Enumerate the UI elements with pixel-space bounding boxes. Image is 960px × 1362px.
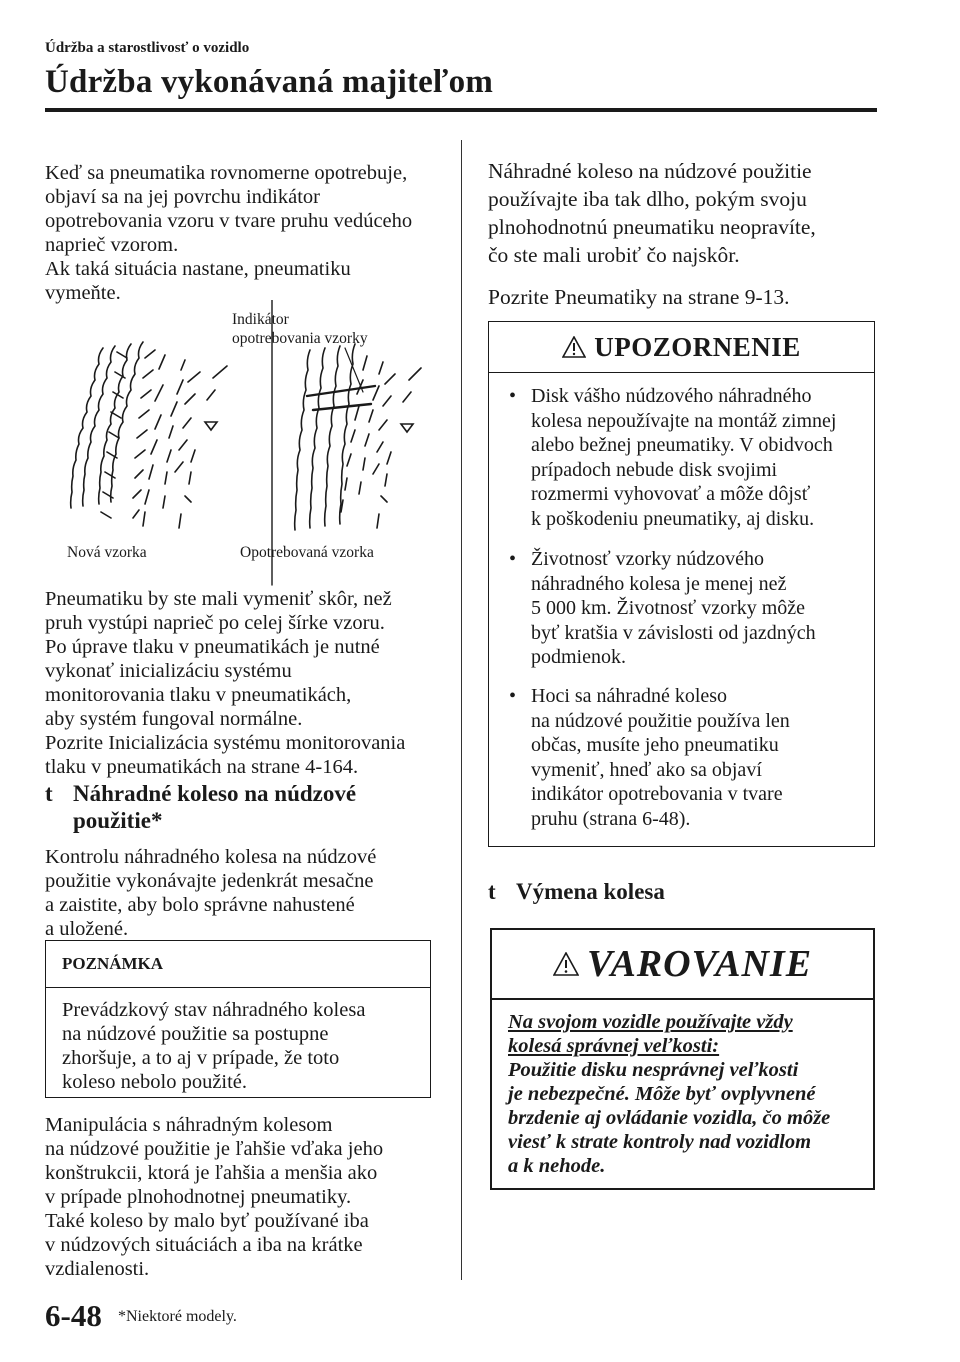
warning-box <box>490 928 875 1190</box>
new-tread-block <box>163 360 185 508</box>
text-line: monitorovania tlaku v pneumatikách, <box>45 684 352 706</box>
new-tread-groove <box>133 350 155 518</box>
heading-marker: t <box>45 781 53 806</box>
text-line: vymeniť, hneď ako sa objaví <box>531 758 762 781</box>
text-line: objaví sa na jej povrchu indikátor <box>45 186 320 208</box>
worn-tread-groove <box>295 350 310 530</box>
heading-text: Výmena kolesa <box>516 879 665 904</box>
text-line: Použitie disku nesprávnej veľkosti <box>508 1059 799 1081</box>
new-tread-groove <box>71 348 103 508</box>
wear-indicator-bar <box>313 404 371 410</box>
text-line: Ak taká situácia nastane, pneumatiku <box>45 258 351 280</box>
text-line: konštrukcii, ktorá je ľahšia a menšia ako <box>45 1162 378 1184</box>
caution-title: UPOZORNENIE <box>594 331 801 362</box>
text-line: pruh vystúpi naprieč po celej šírke vzoru. <box>45 612 385 634</box>
see-also-reference: Pozrite Pneumatiky na strane 9-13. <box>488 285 790 309</box>
text-line: Kontrolu náhradného kolesa na núdzové <box>45 846 377 868</box>
text-line: opotrebovania vzoru v tvare pruhu vedúceho <box>45 210 413 232</box>
text-line: použitie vykonávajte jedenkrát mesačne <box>45 870 374 892</box>
wheel-change-heading <box>488 878 868 908</box>
text-line: Keď sa pneumatika rovnomerne opotrebuje, <box>45 162 408 184</box>
text-line: kolesá správnej veľkosti: <box>508 1035 720 1057</box>
text-line: brzdenie aj ovládanie vozidla, čo môže <box>508 1107 831 1129</box>
page-title: Údržba vykonávaná majiteľom <box>45 64 494 100</box>
text-line: zhoršuje, a to aj v prípade, že toto <box>62 1047 340 1069</box>
caution-header <box>489 322 874 373</box>
text-line: je nebezpečné. Môže byť ovplyvnené <box>508 1083 816 1105</box>
text-line: používajte iba tak dlho, pokým svoju <box>488 187 807 211</box>
warning-header <box>492 930 873 1000</box>
text-line: Prevádzkový stav náhradného kolesa <box>62 999 366 1021</box>
text-line: plnohodnotnú pneumatiku neopravíte, <box>488 215 816 239</box>
warning-title: VAROVANIE <box>586 943 813 985</box>
text-line: viesť k strate kontroly nad vozidlom <box>508 1131 812 1153</box>
text-line: Hoci sa náhradné koleso <box>531 685 728 707</box>
text-line: na núdzové použitie sa postupne <box>62 1023 329 1045</box>
heading-marker: t <box>488 879 496 904</box>
spare-wheel-heading <box>45 780 445 834</box>
text-line: pruhu (strana 6-48). <box>531 807 691 830</box>
heading-line: použitie* <box>73 808 163 833</box>
text-line: vykonať inicializáciu systému <box>45 660 292 682</box>
text-line: na núdzové použitie používa len <box>531 709 790 732</box>
text-line: naprieč vzorom. <box>45 234 179 256</box>
text-line: občas, musíte jeho pneumatiku <box>531 734 779 757</box>
warning-triangle-icon <box>562 336 586 358</box>
right-intro-paragraph <box>488 157 816 269</box>
handling-paragraph <box>45 1113 383 1281</box>
text-line: alebo bežnej pneumatiky. V obidvoch <box>531 434 833 457</box>
new-tread-groove <box>99 344 131 504</box>
text-line: prípadoch nebude disk svojimi <box>531 458 778 481</box>
text-line: Manipulácia s náhradným kolesom <box>45 1114 333 1136</box>
text-line: vzdialenosti. <box>45 1258 150 1280</box>
text-line: k poškodeniu pneumatiky, aj disku. <box>531 507 815 530</box>
caution-box <box>488 321 875 847</box>
text-line: opotrebovania vzorky <box>232 330 368 347</box>
text-line: náhradného kolesa je menej než <box>531 572 787 595</box>
column-divider <box>461 140 462 1280</box>
spare-paragraph <box>45 845 376 941</box>
text-line: Pozrite Inicializácia systému monitorovania <box>45 732 406 754</box>
text-line: Indikátor <box>232 311 289 328</box>
worn-tread-groove <box>310 348 325 528</box>
title-rule <box>45 108 877 112</box>
text-line: a uložené. <box>45 918 129 940</box>
bullet: • <box>509 548 517 570</box>
note-title: POZNÁMKA <box>46 941 430 988</box>
text-line: tlaku v pneumatikách na strane 4-164. <box>45 756 359 778</box>
worn-tread-groove <box>325 346 340 526</box>
text-line: Náhradné koleso na núdzové použitie <box>488 159 812 183</box>
text-line: indikátor opotrebovania v tvare <box>531 783 783 806</box>
text-line: a k nehode. <box>508 1155 606 1177</box>
wear-indicator-bar <box>307 386 375 396</box>
text-line: 5 000 km. Životnosť vzorky môže <box>531 597 806 620</box>
bullet: • <box>509 385 517 407</box>
text-line: podmienok. <box>531 646 626 669</box>
note-box <box>45 940 431 1098</box>
replace-paragraph <box>45 587 405 779</box>
text-line: koleso nebolo použité. <box>62 1071 248 1093</box>
worn-tread-block <box>373 374 395 474</box>
new-tread-block <box>143 355 165 526</box>
text-line: Disk vášho núdzového náhradného <box>531 385 812 407</box>
text-line: v prípade plnohodnotnej pneumatiky. <box>45 1186 352 1208</box>
text-line: Také koleso by malo byť používané iba <box>45 1210 369 1232</box>
warning-body <box>492 1000 873 1178</box>
text-line: byť kratšia v závislosti od jazdných <box>531 621 816 644</box>
text-line: na núdzové použitie je ľahšie vďaka jeho <box>45 1138 384 1160</box>
warning-triangle-icon <box>553 952 579 976</box>
text-line: Životnosť vzorky núdzového <box>531 548 764 570</box>
intro-paragraph <box>45 161 412 305</box>
text-line: Po úprave tlaku v pneumatikách je nutné <box>45 636 380 658</box>
section-label: Údržba a starostlivosť o vozidlo <box>45 40 250 56</box>
page-number: 6-48 <box>45 1298 102 1333</box>
new-tread-groove <box>101 352 127 518</box>
new-tread-block <box>175 372 200 472</box>
note-body <box>46 988 430 1094</box>
worn-tread-label: Opotrebovaná vzorka <box>240 544 374 561</box>
worn-tread-block <box>377 368 421 528</box>
text-line: čo ste mali urobiť čo najskôr. <box>488 243 740 267</box>
text-line: kolesa nepoužívajte na montáž zimnej <box>531 409 837 432</box>
heading-line: Náhradné koleso na núdzové <box>73 781 357 806</box>
new-tread-block <box>179 366 227 528</box>
indicator-label <box>232 310 368 348</box>
footnote: *Niektoré modely. <box>118 1308 237 1325</box>
text-line: aby systém fungoval normálne. <box>45 708 303 730</box>
worn-tread-groove <box>340 344 355 524</box>
indicator-callout-line <box>345 348 363 392</box>
text-line: v núdzových situáciách a iba na krátke <box>45 1234 363 1256</box>
text-line: Na svojom vozidle používajte vždy <box>508 1011 793 1033</box>
bullet: • <box>509 685 517 707</box>
new-tread-label: Nová vzorka <box>67 544 147 561</box>
text-line: Pneumatiku by ste mali vymeniť skôr, než <box>45 588 392 610</box>
text-line: rozmermi vyhovovať a môže dôjsť <box>531 483 811 506</box>
text-line: a zaistite, aby bolo správne nahustené <box>45 894 355 916</box>
text-line: vymeňte. <box>45 282 121 304</box>
